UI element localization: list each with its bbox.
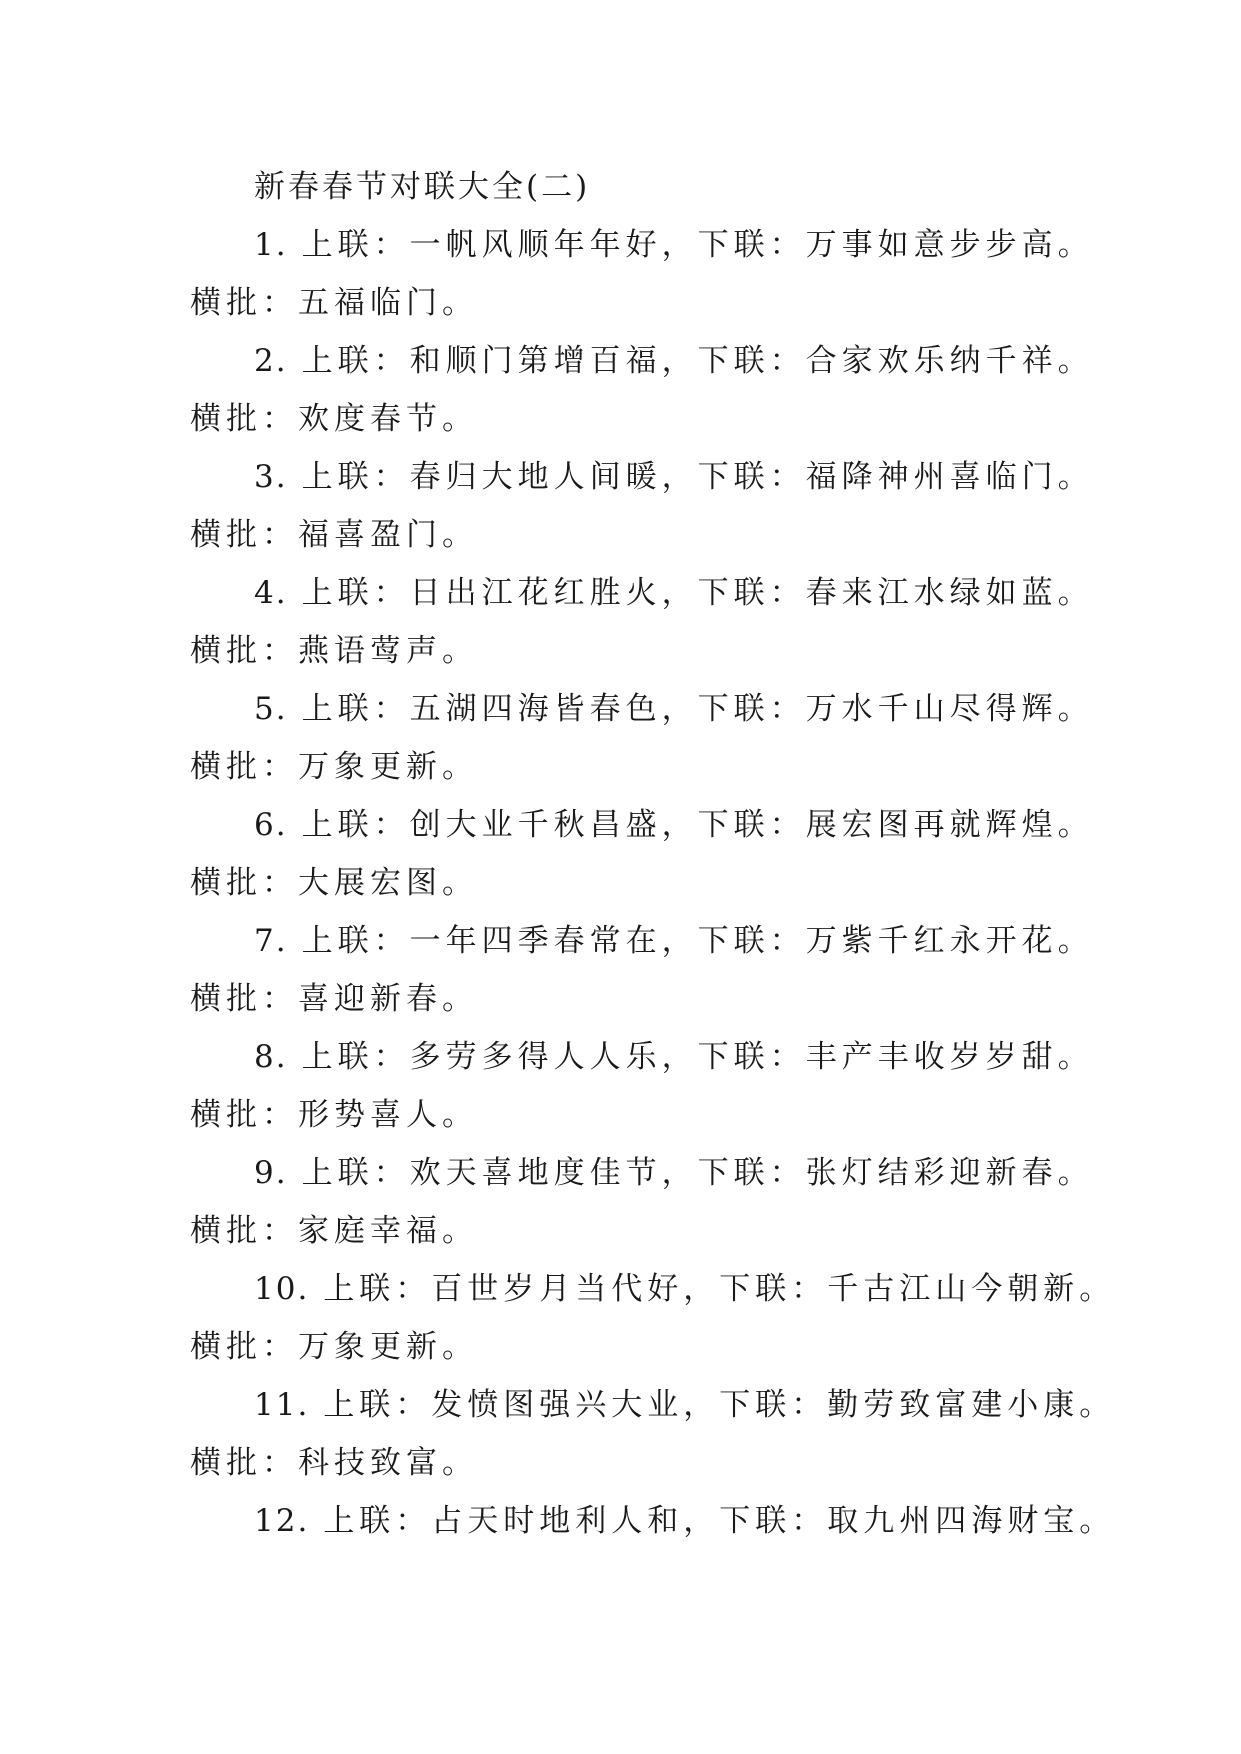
couplet-line bbox=[190, 1028, 1094, 1086]
couplet-text: 上联：一年四季春常在，下联：万紫千红永开花。 bbox=[301, 923, 1094, 959]
couplet-text: 上联：发愤图强兴大业，下联：勤劳致富建小康。 bbox=[323, 1387, 1116, 1423]
horizontal-scroll-text: 横批：喜迎新春。 bbox=[190, 981, 478, 1017]
entry-number: 7. bbox=[254, 923, 288, 959]
entry-number: 3. bbox=[254, 459, 288, 495]
horizontal-scroll-text: 横批：福喜盈门。 bbox=[190, 517, 478, 553]
document-title: 新春春节对联大全(二) bbox=[254, 169, 591, 205]
couplet-entry bbox=[190, 1376, 1116, 1492]
horizontal-scroll-text: 横批：五福临门。 bbox=[190, 285, 478, 321]
couplet-entry bbox=[190, 1492, 1116, 1550]
horizontal-scroll-text: 横批：科技致富。 bbox=[190, 1445, 478, 1481]
entry-number: 1. bbox=[254, 227, 288, 263]
couplet-entry bbox=[190, 216, 1094, 332]
couplet-text: 上联：百世岁月当代好，下联：千古江山今朝新。 bbox=[323, 1271, 1116, 1307]
couplet-line bbox=[190, 216, 1094, 274]
couplet-text: 上联：春归大地人间暖，下联：福降神州喜临门。 bbox=[301, 459, 1094, 495]
entry-number: 4. bbox=[254, 575, 288, 611]
entry-number: 11. bbox=[254, 1387, 310, 1423]
horizontal-scroll-text: 横批：形势喜人。 bbox=[190, 1097, 478, 1133]
horizontal-scroll-text: 横批：欢度春节。 bbox=[190, 401, 478, 437]
document-body bbox=[190, 158, 1116, 1550]
couplet-entry bbox=[190, 1144, 1094, 1260]
couplet-entry bbox=[190, 912, 1094, 1028]
couplet-line bbox=[190, 564, 1094, 622]
couplet-text: 上联：欢天喜地度佳节，下联：张灯结彩迎新春。 bbox=[301, 1155, 1094, 1191]
couplet-entry bbox=[190, 332, 1094, 448]
horizontal-scroll-text: 横批：万象更新。 bbox=[190, 1329, 478, 1365]
horizontal-scroll-text: 横批：燕语莺声。 bbox=[190, 633, 478, 669]
couplet-entry bbox=[190, 680, 1094, 796]
couplet-line bbox=[190, 1376, 1116, 1434]
couplet-entry bbox=[190, 448, 1094, 564]
couplet-text: 上联：一帆风顺年年好，下联：万事如意步步高。 bbox=[301, 227, 1094, 263]
couplet-text: 上联：日出江花红胜火，下联：春来江水绿如蓝。 bbox=[301, 575, 1094, 611]
entry-number: 8. bbox=[254, 1039, 288, 1075]
couplet-line bbox=[190, 796, 1094, 854]
entry-number: 10. bbox=[254, 1271, 310, 1307]
couplet-text: 上联：占天时地利人和，下联：取九州四海财宝。 bbox=[323, 1503, 1116, 1539]
entry-number: 12. bbox=[254, 1503, 310, 1539]
couplet-line bbox=[190, 448, 1094, 506]
couplet-entry bbox=[190, 796, 1094, 912]
horizontal-scroll-text: 横批：万象更新。 bbox=[190, 749, 478, 785]
couplet-text: 上联：创大业千秋昌盛，下联：展宏图再就辉煌。 bbox=[301, 807, 1094, 843]
entry-number: 9. bbox=[254, 1155, 288, 1191]
couplet-text: 上联：多劳多得人人乐，下联：丰产丰收岁岁甜。 bbox=[301, 1039, 1094, 1075]
couplet-line bbox=[190, 1144, 1094, 1202]
couplet-line bbox=[190, 1260, 1116, 1318]
couplet-line bbox=[190, 912, 1094, 970]
couplet-entry bbox=[190, 1028, 1094, 1144]
entry-number: 5. bbox=[254, 691, 288, 727]
couplet-line bbox=[190, 1492, 1116, 1550]
entry-number: 6. bbox=[254, 807, 288, 843]
couplet-entry bbox=[190, 564, 1094, 680]
horizontal-scroll-text: 横批：大展宏图。 bbox=[190, 865, 478, 901]
couplet-line bbox=[190, 680, 1094, 738]
couplet-entry bbox=[190, 1260, 1116, 1376]
horizontal-scroll-text: 横批：家庭幸福。 bbox=[190, 1213, 478, 1249]
couplet-text: 上联：和顺门第增百福，下联：合家欢乐纳千祥。 bbox=[301, 343, 1094, 379]
entry-number: 2. bbox=[254, 343, 288, 379]
couplet-text: 上联：五湖四海皆春色，下联：万水千山尽得辉。 bbox=[301, 691, 1094, 727]
couplet-line bbox=[190, 332, 1094, 390]
